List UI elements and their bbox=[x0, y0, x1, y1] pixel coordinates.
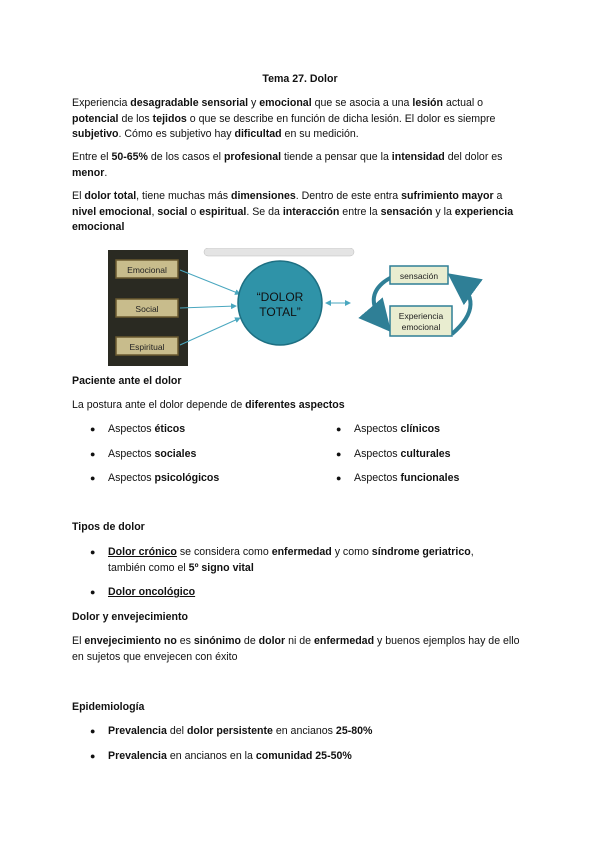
bold-text: tejidos bbox=[152, 112, 187, 125]
text: o bbox=[187, 205, 200, 218]
list-item: ● Aspectos éticos bbox=[90, 423, 186, 435]
text: a bbox=[493, 190, 503, 202]
text: , bbox=[470, 546, 474, 558]
text: en ancianos bbox=[272, 725, 336, 737]
text: , bbox=[151, 205, 158, 218]
bold-text: 5º signo vital bbox=[188, 561, 254, 574]
text: y bbox=[248, 97, 260, 109]
text: y como bbox=[331, 546, 372, 558]
experiencia-label-line1: Experiencia bbox=[398, 311, 444, 321]
text: o que se describe en función de dicha lesión. El dolor es siempre bbox=[186, 112, 496, 125]
arrow-espiritual bbox=[180, 318, 240, 345]
list-item: ● Aspectos clínicos bbox=[336, 423, 440, 435]
bold-text: psicológicos bbox=[154, 472, 220, 484]
bold-text: diferentes aspectos bbox=[245, 399, 345, 411]
bold-text: dimensiones bbox=[230, 190, 296, 202]
envejecimiento-heading: Dolor y envejecimiento bbox=[72, 611, 188, 623]
bold-text: comunidad 25-50% bbox=[255, 750, 352, 762]
arrow-social bbox=[180, 306, 236, 308]
list-item: ● Aspectos sociales bbox=[90, 448, 197, 460]
bold-text: funcionales bbox=[400, 472, 460, 484]
bold-text: culturales bbox=[400, 448, 451, 460]
text: del dolor es bbox=[444, 151, 503, 163]
bold-text: profesional bbox=[223, 151, 282, 163]
bold-text: social bbox=[157, 205, 188, 218]
box-emocional-label: Emocional bbox=[127, 265, 167, 275]
percentage-paragraph bbox=[72, 150, 528, 181]
bold-text: experiencia emocional bbox=[72, 205, 514, 233]
list-item: ● Aspectos culturales bbox=[336, 448, 451, 460]
text: Aspectos bbox=[108, 423, 155, 435]
bold-text: Prevalencia bbox=[108, 725, 167, 737]
list-item: ● Aspectos psicológicos bbox=[90, 472, 220, 484]
text: Aspectos bbox=[108, 472, 155, 484]
text: tiende a pensar que la bbox=[281, 151, 392, 163]
bold-text: envejecimiento no bbox=[84, 635, 177, 647]
list-item: ● Dolor oncológico bbox=[90, 586, 196, 598]
text: Aspectos bbox=[354, 448, 401, 460]
bold-text: lesión bbox=[412, 97, 443, 109]
text: . Dentro de este entra bbox=[295, 190, 402, 202]
text: . Cómo es subjetivo hay bbox=[118, 128, 235, 140]
text: de los bbox=[118, 112, 153, 125]
text: de bbox=[240, 635, 259, 647]
bold-text: desagradable sensorial bbox=[130, 97, 249, 109]
text: es bbox=[176, 635, 194, 647]
underlined-text: Dolor crónico bbox=[108, 546, 177, 558]
bold-text: clínicos bbox=[400, 423, 440, 435]
text: ni de bbox=[285, 635, 314, 647]
bold-text: sociales bbox=[154, 448, 197, 460]
epidemiologia-heading: Epidemiología bbox=[72, 701, 145, 713]
text: Entre el bbox=[72, 151, 112, 163]
bold-text: espiritual bbox=[199, 205, 247, 218]
bold-text: dolor bbox=[258, 635, 286, 647]
sensacion-label: sensación bbox=[399, 271, 439, 281]
text: , tiene muchas más bbox=[136, 190, 231, 202]
bold-text: 50-65% bbox=[111, 151, 148, 163]
bold-text: enfermedad bbox=[314, 635, 375, 647]
bold-text: sinónimo bbox=[193, 635, 241, 647]
diagram-top-bar bbox=[204, 248, 354, 256]
text: Aspectos bbox=[354, 423, 401, 435]
text: y buenos ejemplos hay de ello en sujetos que envejecen con éxito bbox=[72, 635, 520, 663]
text: actual o bbox=[443, 97, 484, 109]
paciente-intro bbox=[72, 398, 528, 414]
text: El bbox=[72, 190, 85, 202]
bold-text: interacción bbox=[282, 205, 340, 218]
bold-text: sensación bbox=[380, 205, 433, 218]
bold-text: sufrimiento mayor bbox=[401, 190, 494, 202]
text: Experiencia bbox=[72, 97, 131, 109]
box-social-label: Social bbox=[135, 304, 159, 314]
paciente-heading: Paciente ante el dolor bbox=[72, 375, 182, 387]
box-espiritual-label: Espiritual bbox=[129, 342, 165, 352]
list-item: ● Prevalencia en ancianos en la comunidad 25-50% bbox=[90, 750, 352, 762]
definition-paragraph bbox=[72, 96, 528, 143]
text: del bbox=[166, 725, 187, 737]
list-item: ● Dolor crónico se considera como enfermedad y como síndrome geriatrico, también como el 5º signo vital bbox=[90, 546, 474, 574]
text: se considera como bbox=[176, 546, 272, 558]
bold-text: potencial bbox=[72, 112, 119, 125]
bold-text: enfermedad bbox=[271, 546, 332, 558]
bold-text: Prevalencia bbox=[108, 750, 167, 762]
underlined-text: Dolor oncológico bbox=[108, 586, 196, 598]
text: . Se da bbox=[246, 205, 283, 218]
bold-text: intensidad bbox=[391, 151, 445, 163]
bold-text: nivel emocional bbox=[72, 205, 152, 218]
text: La postura ante el dolor depende de bbox=[72, 399, 246, 411]
arrow-emocional bbox=[180, 270, 240, 294]
list-item: ● Prevalencia del dolor persistente en ancianos 25-80% bbox=[90, 725, 373, 737]
tipos-heading: Tipos de dolor bbox=[72, 521, 145, 533]
list-item: ● Aspectos funcionales bbox=[336, 472, 460, 484]
text: también como el bbox=[108, 561, 189, 574]
text: El bbox=[72, 635, 85, 647]
dolor-total-diagram bbox=[108, 248, 488, 368]
experiencia-label-line2: emocional bbox=[401, 322, 441, 332]
text: Aspectos bbox=[354, 472, 401, 484]
text: . bbox=[104, 166, 108, 179]
text: de los casos el bbox=[147, 151, 224, 163]
circle-label-line2: TOTAL” bbox=[259, 305, 301, 319]
circle-label-line1: “DOLOR bbox=[256, 290, 304, 304]
bold-text: menor bbox=[72, 166, 105, 179]
page-title: Tema 27. Dolor bbox=[262, 73, 338, 85]
text: y la bbox=[432, 205, 455, 218]
text: que se asocia a una bbox=[311, 97, 413, 109]
cycle-arc-right bbox=[452, 278, 471, 334]
dolor-total-paragraph bbox=[72, 189, 528, 236]
bold-text: 25-80% bbox=[335, 725, 373, 737]
text: Aspectos bbox=[108, 448, 155, 460]
bold-text: dificultad bbox=[234, 128, 282, 140]
text: en ancianos en la bbox=[166, 750, 256, 762]
bold-text: éticos bbox=[154, 423, 186, 435]
bold-text: dolor total bbox=[84, 190, 137, 202]
bold-text: síndrome geriatrico bbox=[371, 546, 471, 558]
bold-text: dolor persistente bbox=[186, 725, 273, 737]
envejecimiento-paragraph bbox=[72, 634, 528, 665]
bold-text: subjetivo bbox=[72, 128, 119, 140]
text: entre la bbox=[339, 205, 381, 218]
text: en su medición. bbox=[281, 128, 359, 140]
bold-text: emocional bbox=[259, 97, 312, 109]
